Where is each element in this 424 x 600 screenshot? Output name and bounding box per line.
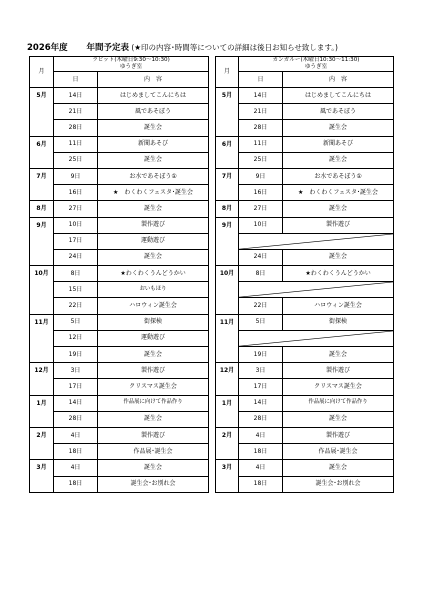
day-cell: 16日 [54, 185, 98, 201]
month-cell: 12月 [30, 363, 54, 395]
activity-cell: 作品展に向けて作品作り [98, 395, 209, 411]
day-cell: 19日 [239, 347, 283, 363]
activity-cell: 作品展･誕生会 [98, 444, 209, 460]
day-column-header: 日 [54, 72, 98, 88]
activity-cell: 誕生会 [283, 411, 394, 427]
activity-cell: クリスマス誕生会 [283, 379, 394, 395]
activity-cell: おいもほり [98, 282, 209, 298]
schedule-table-kangaroo [215, 56, 394, 493]
day-cell: 15日 [54, 282, 98, 298]
month-cell: 2月 [30, 427, 54, 459]
activity-cell: 作品展･誕生会 [283, 444, 394, 460]
month-cell: 1月 [30, 395, 54, 427]
month-cell: 6月 [216, 136, 239, 168]
month-cell: 8月 [30, 201, 54, 217]
schedule-row [30, 347, 209, 363]
day-cell: 14日 [239, 88, 283, 104]
day-cell: 16日 [239, 185, 283, 201]
schedule-row [30, 201, 209, 217]
schedule-row [30, 136, 209, 152]
day-cell: 8日 [54, 266, 98, 282]
activity-cell: 誕生会 [98, 152, 209, 168]
month-cell: 12月 [216, 363, 239, 395]
day-cell: 27日 [239, 201, 283, 217]
month-cell: 3月 [30, 460, 54, 492]
schedule-row [216, 314, 394, 330]
activity-cell: 風であそぼう [98, 104, 209, 120]
schedule-row [216, 249, 394, 265]
schedule-row [30, 104, 209, 120]
activity-cell: 新聞あそび [283, 136, 394, 152]
schedule-row [216, 104, 394, 120]
no-session-cell [239, 282, 394, 298]
month-cell: 11月 [216, 314, 239, 363]
day-cell: 24日 [54, 249, 98, 265]
activity-cell: 誕生会 [98, 347, 209, 363]
day-cell: 28日 [54, 120, 98, 136]
activity-cell: お水であそぼう① [98, 168, 209, 184]
activity-cell: 風であそぼう [283, 104, 394, 120]
activity-cell: 誕生会 [98, 249, 209, 265]
activity-cell: ★ わくわくフェスタ･誕生会 [98, 185, 209, 201]
schedule-row [216, 427, 394, 443]
schedule-row [30, 282, 209, 298]
page-title: 年間予定表 [86, 43, 129, 53]
schedule-row [216, 395, 394, 411]
schedule-row [30, 411, 209, 427]
schedule-row [216, 282, 394, 298]
activity-cell: 製作遊び [98, 363, 209, 379]
schedule-row [30, 476, 209, 492]
schedule-row [216, 168, 394, 184]
activity-cell: 誕生会 [98, 411, 209, 427]
schedule-row [216, 298, 394, 314]
day-cell: 19日 [54, 347, 98, 363]
schedule-row [30, 168, 209, 184]
activity-cell: クリスマス誕生会 [98, 379, 209, 395]
day-cell: 18日 [239, 476, 283, 492]
activity-cell: 誕生会 [98, 201, 209, 217]
activity-cell: 街探検 [283, 314, 394, 330]
day-cell: 9日 [54, 168, 98, 184]
activity-cell: 誕生会･お別れ会 [98, 476, 209, 492]
month-cell: 5月 [216, 88, 239, 137]
schedule-row [30, 314, 209, 330]
schedule-row [30, 217, 209, 233]
no-session-cell [239, 330, 394, 346]
schedule-table-rabbit [29, 56, 209, 493]
strike-line [239, 234, 393, 249]
day-cell: 12日 [54, 330, 98, 346]
activity-cell: 新聞あそび [98, 136, 209, 152]
schedule-row [30, 298, 209, 314]
schedule-row [30, 233, 209, 249]
schedule-row [30, 363, 209, 379]
header-note: (★印の内容･時間等についての詳細は後日お知らせ致します。) [131, 43, 338, 52]
schedule-row [30, 120, 209, 136]
day-cell: 28日 [54, 411, 98, 427]
day-cell: 3日 [54, 363, 98, 379]
month-column-header: 月 [30, 57, 54, 88]
day-column-header: 日 [239, 72, 283, 88]
day-cell: 25日 [239, 152, 283, 168]
day-cell: 10日 [239, 217, 283, 233]
day-cell: 27日 [54, 201, 98, 217]
class-name-time: カンガルー(木曜日10:30～11:30) [272, 57, 360, 64]
schedule-row [216, 233, 394, 249]
schedule-row [216, 152, 394, 168]
month-cell: 11月 [30, 314, 54, 363]
activity-cell: 誕生会 [283, 249, 394, 265]
day-cell: 9日 [239, 168, 283, 184]
activity-cell: ★わくわくうんどうかい [283, 266, 394, 282]
strike-line [239, 331, 393, 346]
schedule-row [216, 347, 394, 363]
month-cell: 9月 [30, 217, 54, 266]
month-cell: 7月 [216, 168, 239, 200]
schedule-row [216, 379, 394, 395]
schedule-row [216, 476, 394, 492]
day-cell: 28日 [239, 411, 283, 427]
day-cell: 14日 [54, 88, 98, 104]
schedule-row [216, 411, 394, 427]
class-header [54, 57, 209, 72]
class-room: ゆうぎ室 [304, 64, 328, 70]
activity-cell: 誕生会 [283, 347, 394, 363]
schedule-row [216, 88, 394, 104]
day-cell: 22日 [239, 298, 283, 314]
activity-cell: ハロウィン誕生会 [98, 298, 209, 314]
day-cell: 4日 [54, 460, 98, 476]
schedule-row [216, 363, 394, 379]
activity-cell: 運動遊び [98, 330, 209, 346]
month-cell: 5月 [30, 88, 54, 137]
schedule-row [30, 249, 209, 265]
month-column-header: 月 [216, 57, 239, 88]
schedule-row [216, 185, 394, 201]
activity-cell: 誕生会 [283, 152, 394, 168]
activity-cell: 誕生会 [98, 120, 209, 136]
activity-cell: ハロウィン誕生会 [283, 298, 394, 314]
schedule-row [30, 152, 209, 168]
activity-cell: 製作遊び [283, 217, 394, 233]
class-name-time: ラビット(木曜日9:30～10:30) [92, 57, 170, 64]
activity-cell: はじめましてこんにちは [98, 88, 209, 104]
schedule-row [30, 427, 209, 443]
day-cell: 17日 [54, 379, 98, 395]
schedule-row [30, 185, 209, 201]
schedule-row [216, 201, 394, 217]
day-cell: 24日 [239, 249, 283, 265]
day-cell: 11日 [54, 136, 98, 152]
activity-cell: 誕生会 [98, 460, 209, 476]
activity-cell: 製作遊び [98, 427, 209, 443]
day-cell: 17日 [239, 379, 283, 395]
month-cell: 7月 [30, 168, 54, 200]
schedule-row [30, 330, 209, 346]
day-cell: 3日 [239, 363, 283, 379]
schedule-row [30, 460, 209, 476]
day-cell: 14日 [54, 395, 98, 411]
day-cell: 4日 [239, 460, 283, 476]
day-cell: 18日 [239, 444, 283, 460]
day-cell: 25日 [54, 152, 98, 168]
day-cell: 5日 [54, 314, 98, 330]
day-cell: 28日 [239, 120, 283, 136]
day-cell: 10日 [54, 217, 98, 233]
month-cell: 2月 [216, 427, 239, 459]
activity-cell: 製作遊び [98, 217, 209, 233]
fiscal-year: 2026年度 [27, 43, 68, 53]
day-cell: 18日 [54, 476, 98, 492]
day-cell: 4日 [54, 427, 98, 443]
month-cell: 3月 [216, 460, 239, 492]
day-cell: 21日 [239, 104, 283, 120]
month-cell: 10月 [30, 266, 54, 315]
activity-cell: はじめましてこんにちは [283, 88, 394, 104]
page-header [27, 41, 338, 53]
month-cell: 10月 [216, 266, 239, 315]
schedule-row [216, 444, 394, 460]
schedule-row [216, 217, 394, 233]
schedule-row [216, 266, 394, 282]
schedule-row [216, 330, 394, 346]
activity-cell: ★わくわくうんどうかい [98, 266, 209, 282]
content-column-header: 内 容 [283, 72, 394, 88]
no-session-cell [239, 233, 394, 249]
schedule-row [30, 88, 209, 104]
schedule-row [216, 136, 394, 152]
schedule-row [30, 395, 209, 411]
activity-cell: 製作遊び [283, 363, 394, 379]
activity-cell: 誕生会 [283, 460, 394, 476]
day-cell: 21日 [54, 104, 98, 120]
schedule-row [30, 444, 209, 460]
day-cell: 14日 [239, 395, 283, 411]
day-cell: 18日 [54, 444, 98, 460]
activity-cell: 街探検 [98, 314, 209, 330]
schedule-row [216, 460, 394, 476]
month-cell: 6月 [30, 136, 54, 168]
content-column-header: 内 容 [98, 72, 209, 88]
day-cell: 22日 [54, 298, 98, 314]
schedule-row [30, 379, 209, 395]
month-cell: 1月 [216, 395, 239, 427]
class-header [239, 57, 394, 72]
day-cell: 8日 [239, 266, 283, 282]
activity-cell: ★ わくわくフェスタ･誕生会 [283, 185, 394, 201]
activity-cell: お水であそぼう① [283, 168, 394, 184]
day-cell: 17日 [54, 233, 98, 249]
activity-cell: 運動遊び [98, 233, 209, 249]
activity-cell: 作品展に向けて作品作り [283, 395, 394, 411]
day-cell: 5日 [239, 314, 283, 330]
activity-cell: 製作遊び [283, 427, 394, 443]
day-cell: 4日 [239, 427, 283, 443]
schedule-row [30, 266, 209, 282]
month-cell: 8月 [216, 201, 239, 217]
activity-cell: 誕生会 [283, 120, 394, 136]
month-cell: 9月 [216, 217, 239, 266]
schedule-row [216, 120, 394, 136]
class-room: ゆうぎ室 [119, 64, 143, 70]
strike-line [239, 282, 393, 297]
day-cell: 11日 [239, 136, 283, 152]
activity-cell: 誕生会･お別れ会 [283, 476, 394, 492]
activity-cell: 誕生会 [283, 201, 394, 217]
